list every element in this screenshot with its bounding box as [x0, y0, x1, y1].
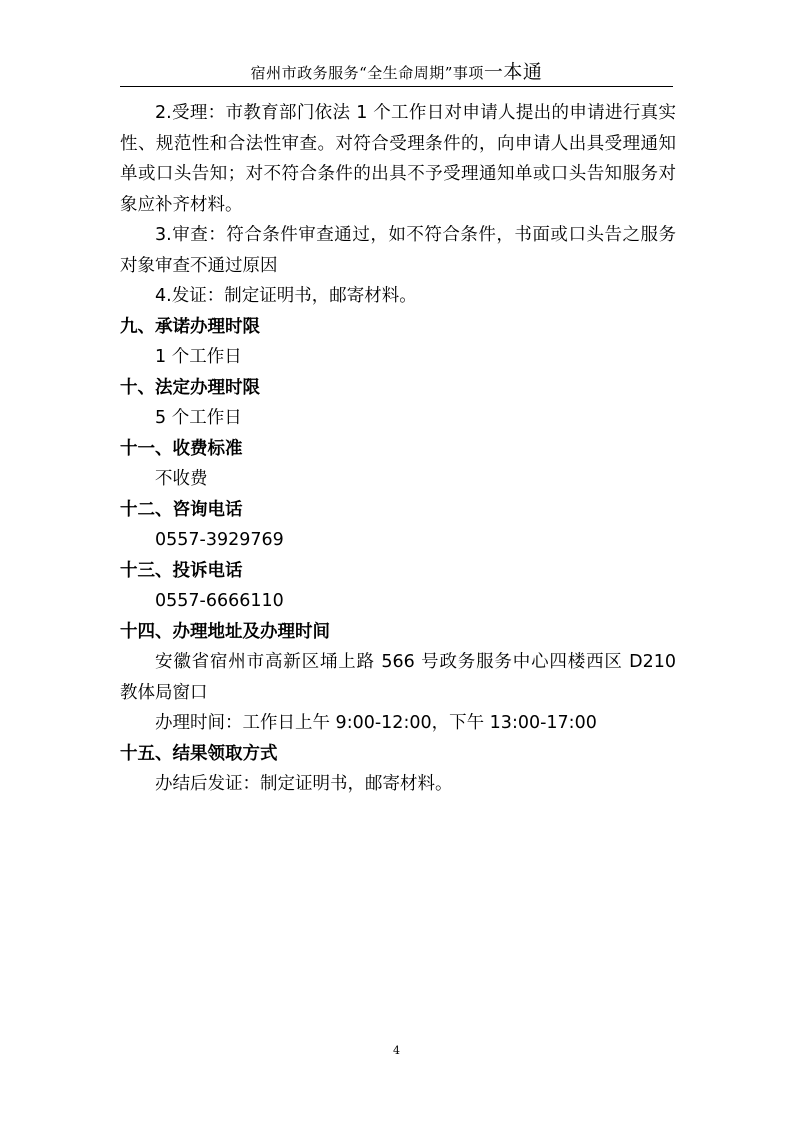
section-heading-legal-time-limit: 十、法定办理时限 [120, 377, 260, 398]
header-title: 宿州市政务服务“全生命周期”事项 [250, 64, 484, 82]
header-divider [120, 86, 673, 87]
step-acceptance-paragraph: 2.受理：市教育部门依法 1 个工作日对申请人提出的申请进行真实性、规范性和合法性审查。对符合受理条件的，向申请人出具受理通知单或口头告知；对不符合条件的出具不予受理通知单或口头告知服务对象应补齐材料。 [120, 103, 676, 215]
office-address: 安徽省宿州市高新区埇上路 566 号政务服务中心四楼西区 D210 教体局窗口 [120, 652, 676, 703]
section-heading-result-collection: 十五、结果领取方式 [120, 743, 278, 764]
complaint-phone-value: 0557-6666110 [155, 591, 284, 611]
office-hours: 办理时间：工作日上午 9:00-12:00，下午 13:00-17:00 [155, 713, 597, 733]
inquiry-phone-value: 0557-3929769 [155, 530, 284, 550]
page-number: 4 [393, 1044, 400, 1057]
step-issue-paragraph: 4.发证：制定证明书，邮寄材料。 [155, 286, 417, 306]
section-heading-fee-standard: 十一、收费标准 [120, 438, 243, 459]
result-collection-value: 办结后发证：制定证明书，邮寄材料。 [155, 774, 453, 794]
document-body [120, 98, 676, 800]
section-heading-address-and-hours: 十四、办理地址及办理时间 [120, 621, 330, 642]
section-heading-complaint-phone: 十三、投诉电话 [120, 560, 243, 581]
fee-standard-value: 不收费 [155, 469, 208, 489]
legal-time-limit-value: 5 个工作日 [155, 408, 242, 428]
header-title-tail: 一本通 [483, 61, 543, 83]
step-review-paragraph: 3.审查：符合条件审查通过，如不符合条件，书面或口头告之服务对象审查不通过原因 [120, 225, 676, 276]
section-heading-inquiry-phone: 十二、咨询电话 [120, 499, 243, 520]
section-heading-promised-time-limit: 九、承诺办理时限 [120, 316, 260, 337]
promised-time-limit-value: 1 个工作日 [155, 347, 242, 367]
page-header [120, 62, 673, 83]
